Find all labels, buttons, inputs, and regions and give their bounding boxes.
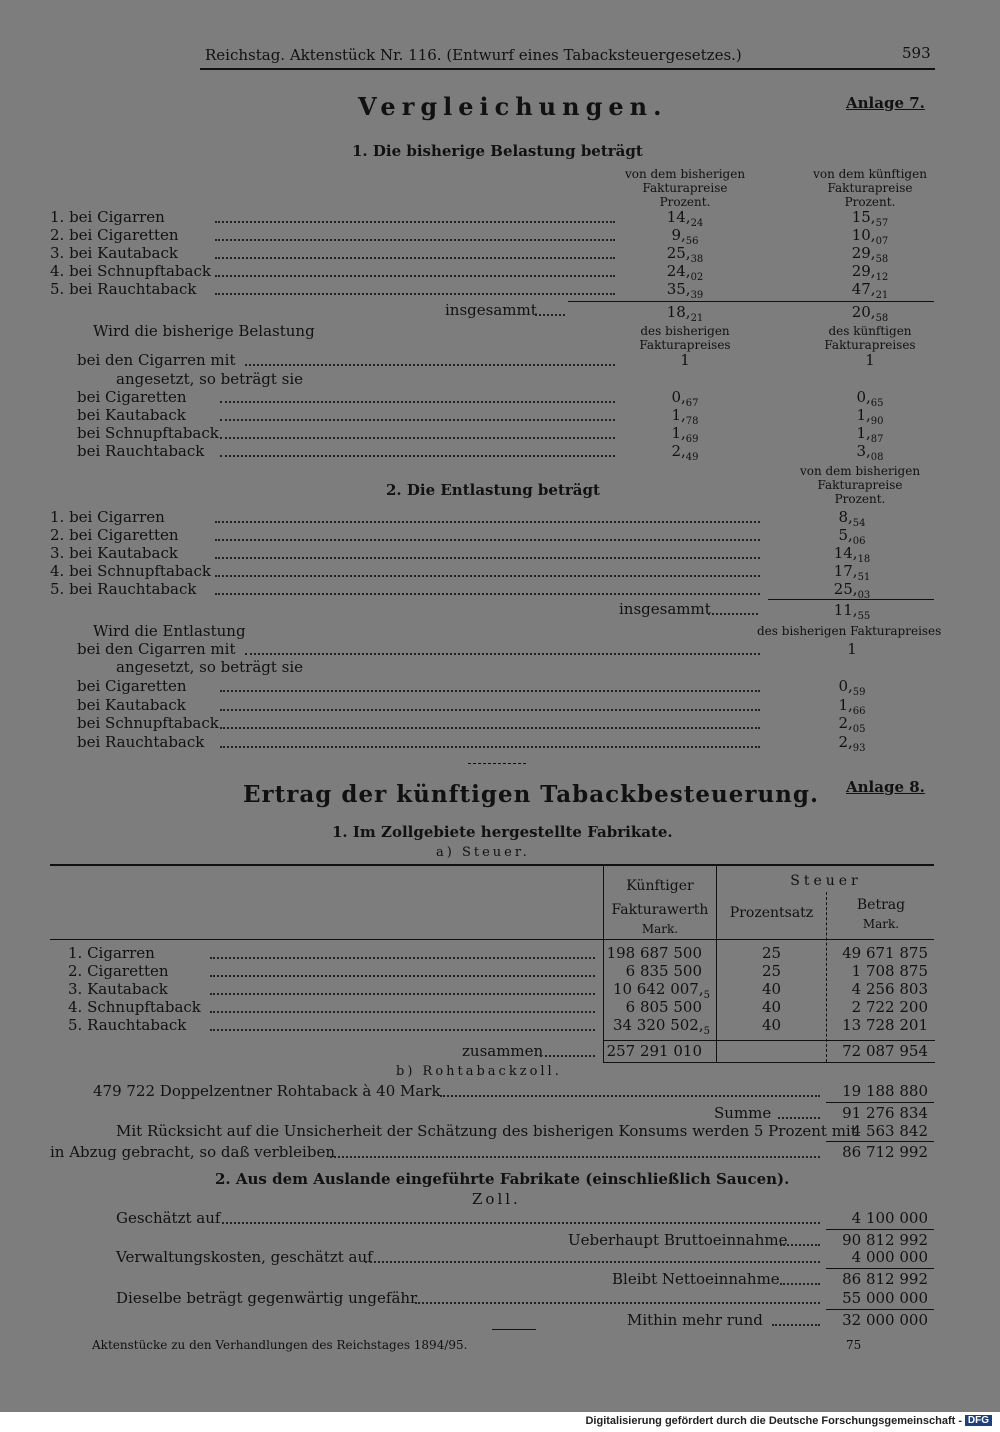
dfg-logo: DFG [965, 1415, 992, 1426]
wird2-base: 1 [847, 640, 857, 658]
row-label: bei Cigaretten [77, 677, 187, 695]
wird-cigarren: bei den Cigarren mit [77, 351, 236, 369]
zusammen-fw: 257 291 010 [606, 1042, 702, 1060]
table-cell-betrag: 49 671 875 [842, 944, 928, 962]
sub-b-rohtabackzoll: b) Rohtabackzoll. [396, 1064, 562, 1079]
value-entlastung: $2,_{93}$ [838, 732, 866, 754]
mehr-label: Mithin mehr rund [627, 1311, 763, 1329]
summe-rule [826, 1102, 934, 1103]
value-kuenftig: $15,_{57}$ [851, 208, 889, 229]
value-bisherig: $1,_{69}$ [671, 424, 699, 445]
row-label: 1. bei Cigarren [50, 508, 165, 526]
table-cell-prozentsatz: 25 [761, 944, 782, 962]
table-cell-prozentsatz: 40 [761, 1016, 782, 1034]
leader-dots [365, 1261, 820, 1263]
zoll-label: Zoll. [472, 1190, 521, 1208]
leader-dots [210, 1011, 595, 1013]
verbleiben-value: 86 712 992 [842, 1143, 928, 1161]
total-label: insgesammt [445, 301, 537, 319]
zusammen-betrag: 72 087 954 [842, 1042, 928, 1060]
part2-title-8: 2. Aus dem Auslande eingeführte Fabrikate (einschließlich Saucen). [215, 1170, 790, 1188]
leader-dots [220, 419, 615, 421]
sub-a-steuer: a) Steuer. [436, 845, 530, 860]
leader-dots [222, 1222, 820, 1224]
table-cell-betrag: 1 708 875 [851, 962, 928, 980]
value-kuenftig: $29,_{58}$ [851, 244, 889, 265]
leader-dots [708, 613, 758, 615]
leader-dots [245, 364, 615, 366]
table-row-label: 2. Cigaretten [68, 962, 169, 980]
brutto-label: Ueberhaupt Bruttoeinnahme [568, 1231, 788, 1249]
row-label: bei Cigaretten [77, 388, 187, 406]
value-kuenftig: $0,_{65}$ [856, 388, 884, 409]
base-bisherig: 1 [680, 351, 690, 369]
total2-label: insgesammt [619, 600, 711, 618]
row-label: bei Schnupftaback [77, 424, 219, 442]
row-label: 4. bei Schnupftaback [50, 262, 211, 280]
wird2-line1: Wird die Entlastung [93, 622, 246, 640]
leader-dots [540, 1055, 595, 1057]
row-label: bei Schnupftaback [77, 714, 219, 732]
part2-title: 2. Die Entlastung beträgt [386, 481, 600, 499]
running-title: Reichstag. Aktenstück Nr. 116. (Entwurf eines Tabacksteuergesetzes.) [205, 46, 742, 64]
leader-dots [215, 521, 760, 523]
wird2-angesetzt: angesetzt, so beträgt sie [116, 658, 304, 676]
banner-text: Digitalisierung gefördert durch die Deutsche Forschungsgemeinschaft - [585, 1415, 962, 1427]
value-entlastung: $25,_{03}$ [833, 580, 871, 601]
value-entlastung: $17,_{51}$ [833, 562, 871, 583]
table-row-label: 3. Kautaback [68, 980, 168, 998]
base-kuenftig: 1 [865, 351, 875, 369]
th-steuer: Steuer [790, 873, 862, 889]
row-label: bei Rauchtaback [77, 442, 205, 460]
leader-dots [215, 557, 760, 559]
leader-dots [210, 975, 595, 977]
table-cell-fakturawerth: 34 320 $502,_5$ [612, 1016, 710, 1037]
signature-number: 75 [846, 1338, 862, 1352]
leader-dots [440, 1095, 820, 1097]
leader-dots [220, 727, 760, 729]
rohtaback-text: 479 722 Doppelzentner Rohtaback à 40 Mark [93, 1082, 441, 1100]
part2-col-header: von dem bisherigen Fakturapreise Prozent. [799, 464, 921, 506]
th-betrag: Betrag Mark. [856, 897, 906, 931]
col-header-bisherig: von dem bisherigen Fakturapreise Prozent. [624, 167, 746, 209]
annex-7-label: Anlage 7. [846, 94, 925, 112]
table-bottom-rule [603, 1062, 935, 1063]
netto-value: 86 812 992 [842, 1270, 928, 1288]
leader-dots [535, 314, 565, 316]
netto-rule [826, 1268, 934, 1269]
total2-value: $11,_{55}$ [833, 601, 871, 622]
rohtaback-value: 19 188 880 [842, 1082, 928, 1100]
leader-dots [215, 593, 760, 595]
row-label: 3. bei Kautaback [50, 244, 178, 262]
table-cell-fakturawerth: 6 835 500 [625, 962, 702, 980]
part1-title: 1. Die bisherige Belastung beträgt [352, 142, 643, 160]
row-label: bei Rauchtaback [77, 732, 205, 751]
geschaetzt-label: Geschätzt auf [116, 1209, 221, 1227]
leader-dots [220, 455, 615, 457]
leader-dots [220, 746, 760, 748]
zusammen-label: zusammen [462, 1042, 544, 1060]
verwaltung-label: Verwaltungskosten, geschätzt auf [116, 1248, 373, 1266]
value-kuenftig: $10,_{07}$ [851, 226, 889, 247]
value-kuenftig: $47,_{21}$ [851, 280, 889, 301]
part1-title-8: 1. Im Zollgebiete hergestellte Fabrikate. [332, 823, 673, 841]
page-number: 593 [902, 44, 931, 62]
value-kuenftig: $1,_{87}$ [856, 424, 884, 445]
value-entlastung: $2,_{05}$ [838, 714, 866, 735]
table-cell-betrag: 4 256 803 [851, 980, 928, 998]
value-bisherig: $0,_{67}$ [671, 388, 699, 409]
leader-dots [220, 690, 760, 692]
annex-8-label: Anlage 8. [846, 778, 925, 796]
leader-dots [210, 957, 595, 959]
sum-rule [568, 301, 934, 302]
table-row-label: 4. Schnupftaback [68, 998, 201, 1016]
wird2-col-header: des bisherigen Fakturapreises [757, 624, 942, 638]
verwaltung-value: 4 000 000 [851, 1248, 928, 1266]
col2-kuenftig: des künftigen Fakturapreises [824, 324, 916, 352]
value-bisherig: $14,_{24}$ [666, 208, 704, 229]
value-entlastung: $14,_{18}$ [833, 544, 871, 565]
table-cell-prozentsatz: 40 [761, 998, 782, 1016]
summe-value: 91 276 834 [842, 1104, 928, 1122]
leader-dots [778, 1117, 820, 1119]
row-label: 4. bei Schnupftaback [50, 562, 211, 580]
leader-dots [215, 239, 615, 241]
dieselbe-label: Dieselbe beträgt gegenwärtig ungefähr [116, 1289, 418, 1307]
table-row-label: 5. Rauchtaback [68, 1016, 187, 1034]
table-cell-fakturawerth: 198 687 500 [606, 944, 702, 962]
row-label: bei Kautaback [77, 406, 186, 424]
leader-dots [415, 1302, 820, 1304]
row-label: 2. bei Cigaretten [50, 526, 179, 544]
table-cell-prozentsatz: 25 [761, 962, 782, 980]
table-cell-prozentsatz: 40 [761, 980, 782, 998]
row-label: 5. bei Rauchtaback [50, 580, 197, 598]
leader-dots [215, 575, 760, 577]
value-bisherig: $24,_{02}$ [666, 262, 704, 283]
col2-bisherig: des bisherigen Fakturapreises [639, 324, 731, 352]
value-entlastung: $1,_{66}$ [838, 695, 866, 717]
table-row-label: 1. Cigarren [68, 944, 155, 962]
th-prozentsatz: Prozentsatz [729, 905, 814, 921]
footer-source: Aktenstücke zu den Verhandlungen des Reichstages 1894/95. [92, 1338, 468, 1352]
table-cell-fakturawerth: 10 642 $007,_5$ [612, 980, 710, 1001]
value-bisherig: $9,_{56}$ [671, 226, 699, 247]
value-entlastung: $8,_{54}$ [838, 508, 866, 529]
leader-dots [215, 221, 615, 223]
section-divider [468, 763, 526, 764]
section8-title: Ertrag der künftigen Tabackbesteuerung. [243, 781, 819, 808]
total-kuenftig: $20,_{58}$ [851, 303, 889, 324]
col-header-kuenftig: von dem künftigen Fakturapreise Prozent. [813, 167, 927, 209]
netto-label: Bleibt Nettoeinnahme [612, 1270, 780, 1288]
dieselbe-value: 55 000 000 [842, 1289, 928, 1307]
summe-label: Summe [714, 1104, 772, 1122]
leader-dots [220, 709, 760, 711]
value-bisherig: $25,_{38}$ [666, 244, 704, 265]
row-label: 3. bei Kautaback [50, 544, 178, 562]
value-bisherig: $1,_{78}$ [671, 406, 699, 427]
value-entlastung: $0,_{59}$ [838, 677, 866, 698]
leader-dots [215, 293, 615, 295]
leader-dots [780, 1283, 820, 1285]
leader-dots [220, 401, 615, 403]
table-cell-betrag: 2 722 200 [851, 998, 928, 1016]
leader-dots [215, 257, 615, 259]
table-top-rule [50, 864, 934, 866]
row-label: 2. bei Cigaretten [50, 226, 179, 244]
wird-line1: Wird die bisherige Belastung [93, 322, 315, 340]
th-fakturawerth: Künftiger Fakturawerth Mark. [611, 878, 709, 936]
leader-dots [772, 1324, 820, 1326]
leader-dots [210, 1029, 595, 1031]
wird2-cigarren: bei den Cigarren mit [77, 640, 236, 658]
mehr-rule [826, 1309, 934, 1310]
brutto-value: 90 812 992 [842, 1231, 928, 1249]
table-cell-fakturawerth: 6 805 500 [625, 998, 702, 1016]
table-cell-betrag: 13 728 201 [842, 1016, 928, 1034]
abzug-rule [826, 1141, 934, 1142]
mehr-value: 32 000 000 [842, 1311, 928, 1329]
header-rule [200, 68, 935, 70]
leader-dots [215, 539, 760, 541]
leader-dots [210, 993, 595, 995]
value-bisherig: $35,_{39}$ [666, 280, 704, 301]
row-label: bei Kautaback [77, 695, 186, 714]
abzug-value: 4 563 842 [851, 1122, 928, 1140]
row-label: 5. bei Rauchtaback [50, 280, 197, 298]
table-sum-rule [603, 1040, 935, 1041]
value-bisherig: $2,_{49}$ [671, 442, 699, 463]
section7-title: Vergleichungen. [358, 92, 668, 121]
leader-dots [780, 1244, 820, 1246]
abzug-line2: in Abzug gebracht, so daß verbleiben [50, 1143, 335, 1161]
leader-dots [215, 275, 615, 277]
total-bisherig: $18,_{21}$ [666, 303, 704, 324]
value-entlastung: $5,_{06}$ [838, 526, 866, 547]
abzug-line1: Mit Rücksicht auf die Unsicherheit der Schätzung des bisherigen Konsums werden 5 Prozent mit [116, 1122, 857, 1140]
sum-rule-2 [768, 599, 934, 600]
geschaetzt-value: 4 100 000 [851, 1209, 928, 1227]
value-kuenftig: $1,_{90}$ [856, 406, 884, 427]
leader-dots [220, 437, 615, 439]
brutto-rule [826, 1229, 934, 1230]
value-kuenftig: $3,_{08}$ [856, 442, 884, 463]
row-label: 1. bei Cigarren [50, 208, 165, 226]
table-header-rule [50, 939, 934, 940]
leader-dots [330, 1156, 820, 1158]
wird-angesetzt: angesetzt, so beträgt sie [116, 370, 304, 388]
closing-rule [492, 1329, 536, 1330]
leader-dots [245, 653, 760, 655]
value-kuenftig: $29,_{12}$ [851, 262, 889, 283]
digitization-banner [0, 1412, 1000, 1432]
